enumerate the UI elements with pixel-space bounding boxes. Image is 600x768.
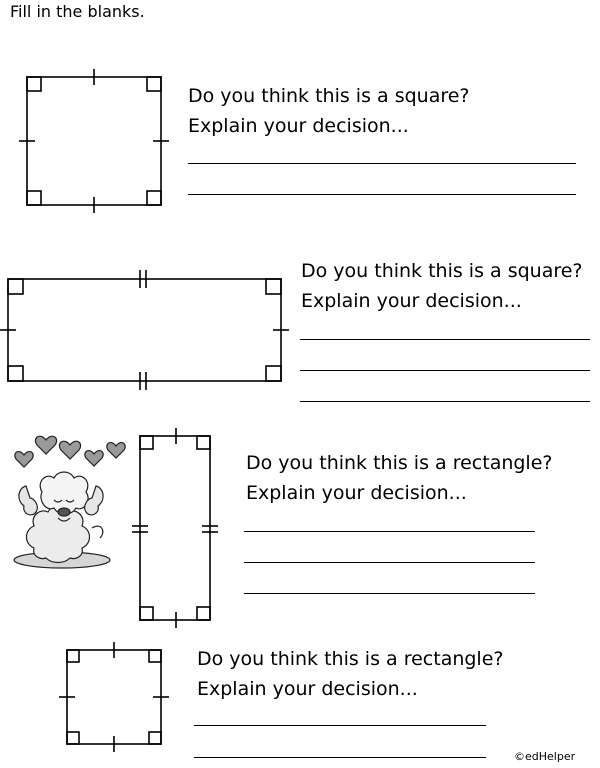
answer-line[interactable] xyxy=(244,593,535,594)
answer-line[interactable] xyxy=(194,725,486,726)
question-3-explain: Explain your decision... xyxy=(246,482,467,504)
question-1 xyxy=(188,81,470,141)
shape-square-4 xyxy=(59,642,169,752)
answer-line[interactable] xyxy=(194,757,486,758)
question-4-prompt: Do you think this is a rectangle? xyxy=(197,648,504,670)
shape-square-1 xyxy=(19,69,169,213)
answer-line[interactable] xyxy=(300,401,590,402)
hearts-clipart xyxy=(15,436,125,467)
instructions: Fill in the blanks. xyxy=(10,2,145,21)
answer-line[interactable] xyxy=(300,370,590,371)
answer-line[interactable] xyxy=(244,562,535,563)
question-3-prompt: Do you think this is a rectangle? xyxy=(246,452,553,474)
question-2 xyxy=(301,256,583,316)
question-1-explain: Explain your decision... xyxy=(188,115,409,137)
answer-line[interactable] xyxy=(244,531,535,532)
sheep-clipart xyxy=(14,472,110,568)
question-4 xyxy=(197,644,504,704)
question-3 xyxy=(246,448,553,508)
question-1-prompt: Do you think this is a square? xyxy=(188,85,470,107)
copyright: ©edHelper xyxy=(514,750,576,763)
answer-line[interactable] xyxy=(188,163,576,164)
answer-line[interactable] xyxy=(300,339,590,340)
answer-line[interactable] xyxy=(188,194,576,195)
question-2-prompt: Do you think this is a square? xyxy=(301,260,583,282)
shape-rectangle-3 xyxy=(132,428,218,628)
shape-rectangle-2 xyxy=(0,270,289,390)
question-2-explain: Explain your decision... xyxy=(301,290,522,312)
question-4-explain: Explain your decision... xyxy=(197,678,418,700)
